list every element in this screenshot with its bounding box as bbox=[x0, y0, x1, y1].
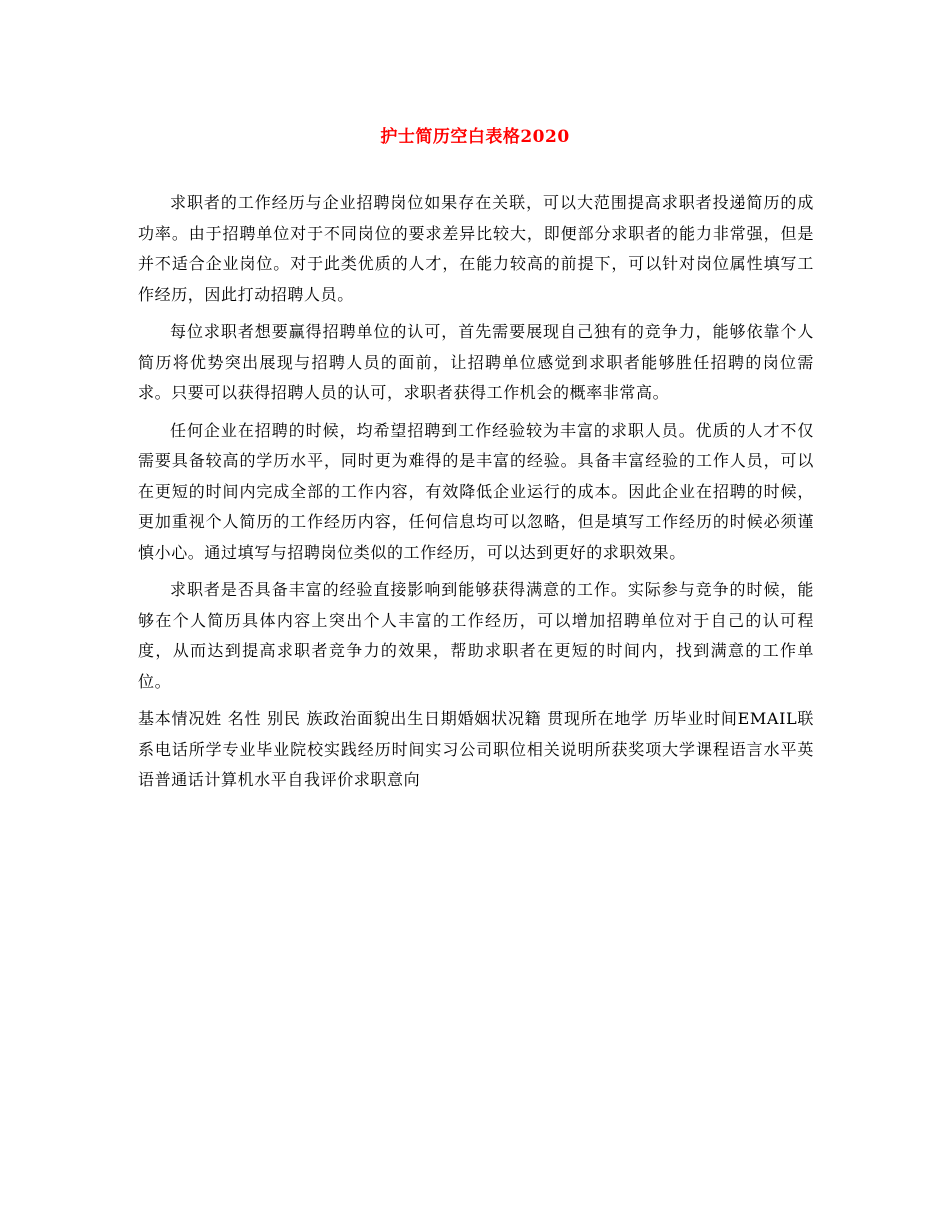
resume-form-fields-text: 基本情况姓 名性 别民 族政治面貌出生日期婚姻状况籍 贯现所在地学 历毕业时间EMAIL联系电话所学专业毕业院校实践经历时间实习公司职位相关说明所获奖项大学课程语言水平英语普通话计算机水平自我评价求职意向 bbox=[138, 709, 814, 789]
paragraph-2: 每位求职者想要赢得招聘单位的认可，首先需要展现自己独有的竞争力，能够依靠个人简历将优势突出展现与招聘人员的面前，让招聘单位感觉到求职者能够胜任招聘的岗位需求。只要可以获得招聘人员的认可，求职者获得工作机会的概率非常高。 bbox=[138, 322, 814, 402]
document-body bbox=[138, 188, 814, 803]
document-title: 护士简历空白表格2020 bbox=[380, 127, 570, 147]
paragraph-1: 求职者的工作经历与企业招聘岗位如果存在关联，可以大范围提高求职者投递简历的成功率。由于招聘单位对于不同岗位的要求差异比较大，即便部分求职者的能力非常强，但是并不适合企业岗位。对于此类优质的人才，在能力较高的前提下，可以针对岗位属性填写工作经历，因此打动招聘人员。 bbox=[138, 193, 814, 304]
paragraph-3: 任何企业在招聘的时候，均希望招聘到工作经验较为丰富的求职人员。优质的人才不仅需要具备较高的学历水平，同时更为难得的是丰富的经验。具备丰富经验的工作人员，可以在更短的时间内完成全部的工作内容，有效降低企业运行的成本。因此企业在招聘的时候，更加重视个人简历的工作经历内容，任何信息均可以忽略，但是填写工作经历的时候必须谨慎小心。通过填写与招聘岗位类似的工作经历，可以达到更好的求职效果。 bbox=[138, 420, 814, 562]
paragraph-4: 求职者是否具备丰富的经验直接影响到能够获得满意的工作。实际参与竞争的时候，能够在个人简历具体内容上突出个人丰富的工作经历，可以增加招聘单位对于自己的认可程度，从而达到提高求职者竞争力的效果，帮助求职者在更短的时间内，找到满意的工作单位。 bbox=[138, 580, 814, 691]
